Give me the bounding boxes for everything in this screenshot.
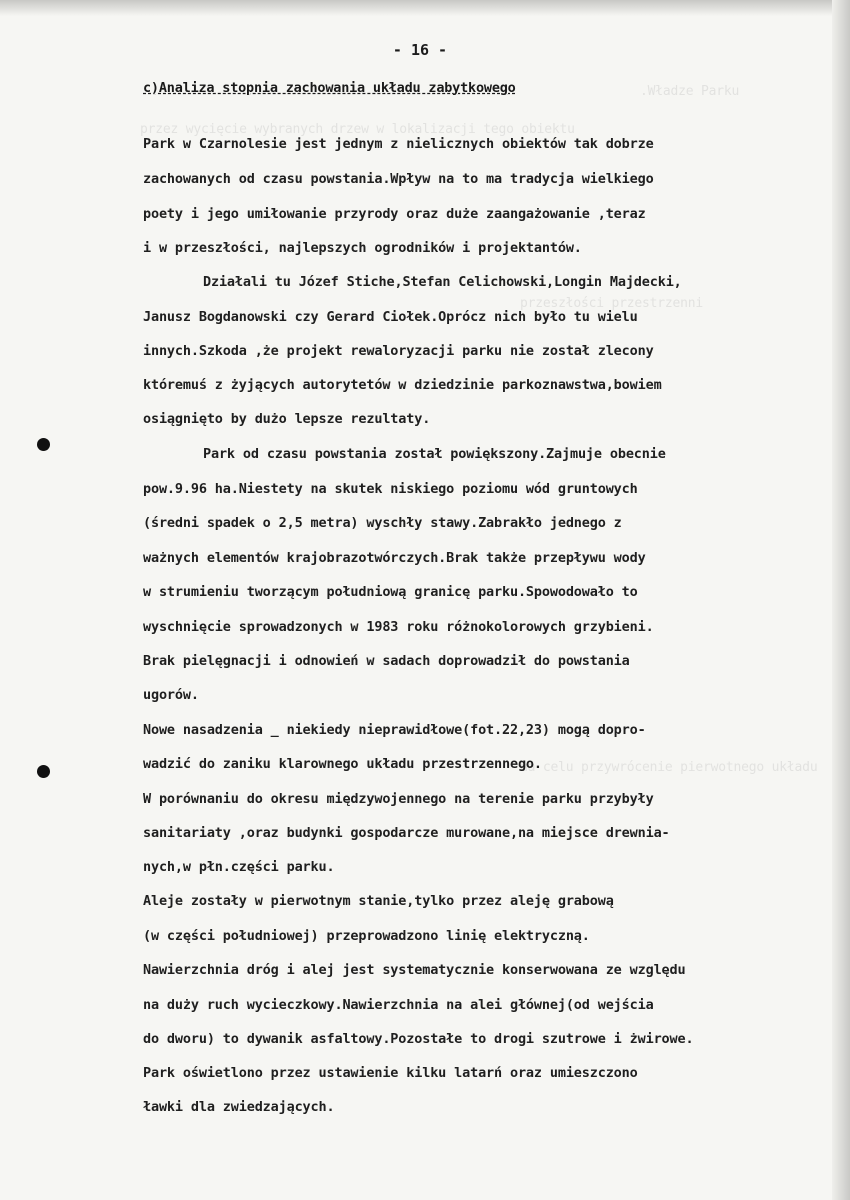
text-line: w strumieniu tworzącym południową granicę parku.Spowodowało to xyxy=(143,584,638,600)
text-line: zachowanych od czasu powstania.Wpływ na to ma tradycja wielkiego xyxy=(143,171,654,187)
text-line: Nawierzchnia dróg i alej jest systematycznie konserwowana ze względu xyxy=(143,962,686,978)
text-line: wyschnięcie sprowadzonych w 1983 roku różnokolorowych grzybieni. xyxy=(143,619,654,635)
punch-hole-bottom xyxy=(37,765,50,778)
bleed-through-text: na celu przywrócenie pierwotnego układu xyxy=(520,760,818,775)
text-line: ugorów. xyxy=(143,687,199,703)
text-line: ważnych elementów krajobrazotwórczych.Brak także przepływu wody xyxy=(143,550,646,566)
text-line: (w części południowej) przeprowadzono linię elektryczną. xyxy=(143,928,590,944)
page-edge-shadow xyxy=(832,0,850,1200)
scan-top-shadow xyxy=(0,0,850,16)
punch-hole-top xyxy=(37,438,50,451)
text-line: W porównaniu do okresu międzywojennego na terenie parku przybyły xyxy=(143,791,654,807)
text-line: Janusz Bogdanowski czy Gerard Ciołek.Oprócz nich było tu wielu xyxy=(143,309,638,325)
text-line: Park oświetlono przez ustawienie kilku latarń oraz umieszczono xyxy=(143,1065,638,1081)
section-heading: c)Analiza stopnia zachowania układu zabytkowego xyxy=(143,80,516,96)
text-line: i w przeszłości, najlepszych ogrodników i projektantów. xyxy=(143,240,582,256)
bleed-through-text: .Władze Parku xyxy=(640,84,740,99)
text-line: osiągnięto by dużo lepsze rezultaty. xyxy=(143,411,431,427)
bleed-through-text: przez wycięcie wybranych drzew w lokalizacji tego obiektu xyxy=(140,122,575,137)
text-line: wadzić do zaniku klarownego układu przestrzennego. xyxy=(143,756,542,772)
text-line: (średni spadek o 2,5 metra) wyschły stawy.Zabrakło jednego z xyxy=(143,515,622,531)
text-line: innych.Szkoda ,że projekt rewaloryzacji parku nie został zlecony xyxy=(143,343,654,359)
text-line: Aleje zostały w pierwotnym stanie,tylko przez aleję grabową xyxy=(143,893,614,909)
text-line: Działali tu Józef Stiche,Stefan Celichowski,Longin Majdecki, xyxy=(203,274,682,290)
text-line: sanitariaty ,oraz budynki gospodarcze murowane,na miejsce drewnia- xyxy=(143,825,670,841)
page-number: - 16 - xyxy=(392,41,448,59)
text-line: do dworu) to dywanik asfaltowy.Pozostałe to drogi szutrowe i żwirowe. xyxy=(143,1031,694,1047)
text-line: Park w Czarnolesie jest jednym z nielicznych obiektów tak dobrze xyxy=(143,136,654,152)
text-line: poety i jego umiłowanie przyrody oraz duże zaangażowanie ,teraz xyxy=(143,206,646,222)
text-line: pow.9.96 ha.Niestety na skutek niskiego poziomu wód gruntowych xyxy=(143,481,638,497)
text-line: ławki dla zwiedzających. xyxy=(143,1099,335,1115)
text-line: któremuś z żyjących autorytetów w dziedzinie parkoznawstwa,bowiem xyxy=(143,377,662,393)
text-line: Brak pielęgnacji i odnowień w sadach doprowadził do powstania xyxy=(143,653,630,669)
text-line: Park od czasu powstania został powiększony.Zajmuje obecnie xyxy=(203,446,666,462)
text-line: nych,w płn.części parku. xyxy=(143,859,335,875)
text-line: Nowe nasadzenia _ niekiedy nieprawidłowe(fot.22,23) mogą dopro- xyxy=(143,722,646,738)
text-line: na duży ruch wycieczkowy.Nawierzchnia na alei głównej(od wejścia xyxy=(143,997,654,1013)
bleed-through-text: przeszłości przestrzenni xyxy=(520,296,704,311)
